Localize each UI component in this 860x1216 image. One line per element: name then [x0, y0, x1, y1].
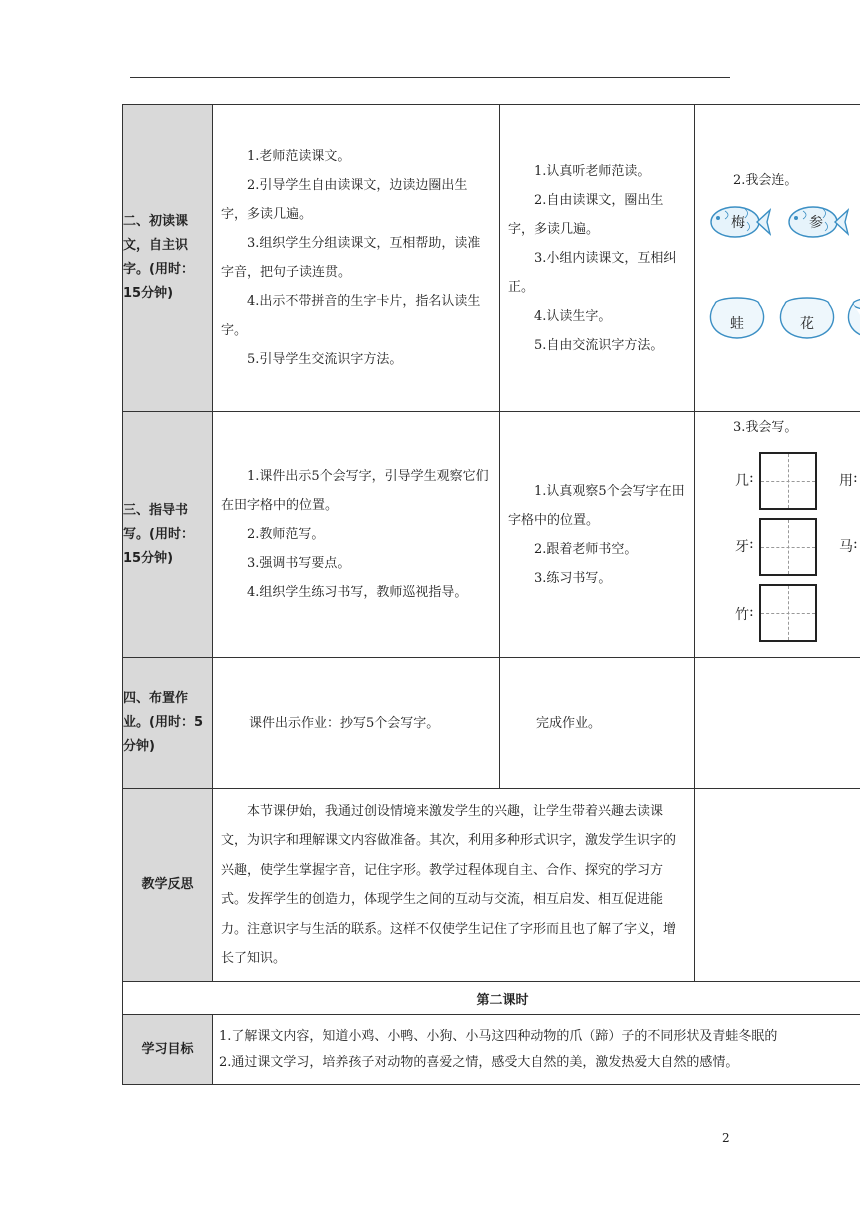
teacher-activity-item: 3.组织学生分组读课文，互相帮助，读准字音，把句子读连贯。 [221, 236, 481, 280]
write-char-label: 几 [735, 473, 749, 489]
teacher-activity-item: 2.教师范写。 [247, 527, 325, 542]
bowl-char: 花 [800, 316, 814, 332]
reflection-row [123, 789, 860, 982]
student-activity-item: 1.认真观察5个会写字在田字格中的位置。 [508, 483, 685, 528]
student-activities [500, 412, 695, 658]
student-activity-item: 3.小组内读课文，互相纠正。 [508, 250, 677, 295]
student-activity-item: 2.跟着老师书空。 [534, 541, 638, 557]
goals-label: 学习目标 [123, 1015, 213, 1085]
tianzige-grid[interactable] [759, 584, 817, 642]
fish-char: 参 [809, 215, 823, 231]
teacher-activity-list [213, 709, 499, 738]
exercise-title: 2.我会连。 [733, 173, 798, 188]
fish-card-icon[interactable] [707, 201, 771, 243]
teacher-activity-item: 5.引导学生交流识字方法。 [247, 352, 403, 367]
goals-row [123, 1015, 860, 1085]
teacher-activity-item: 4.出示不带拼音的生字卡片，指名认读生字。 [221, 294, 481, 338]
tianzige-grid[interactable] [759, 452, 817, 510]
tianzige-grid[interactable] [759, 518, 817, 576]
student-activity-item: 完成作业。 [536, 715, 602, 731]
student-activity-item: 4.认读生字。 [534, 308, 612, 324]
fish-char: 梅 [731, 215, 745, 231]
exercise-title: 3.我会写。 [733, 420, 798, 435]
goals-cell [213, 1015, 860, 1085]
fish-card-icon[interactable] [785, 201, 849, 243]
write-char-label: 用 [839, 473, 853, 489]
teacher-activity-item: 2.引导学生自由读课文，边读边圈出生字，多读几遍。 [221, 178, 468, 222]
teacher-activity-item: 课件出示作业：抄写5个会写字。 [249, 715, 440, 731]
teacher-activity-list [213, 462, 499, 607]
header-rule [130, 77, 730, 78]
bowl-char: 蛙 [730, 316, 744, 332]
exercise-cell [695, 105, 860, 412]
section-row-reading [123, 105, 860, 412]
section-row-writing [123, 412, 860, 658]
teacher-activities [213, 105, 500, 412]
teacher-activities [213, 658, 500, 789]
student-activities [500, 105, 695, 412]
reflection-text: 本节课伊始，我通过创设情境来激发学生的兴趣，让学生带着兴趣去读课文，为识字和理解课文内容做准备。其次，利用多种形式识字，激发学生识字的兴趣，使学生掌握字音，记住字形。教学过程体现自主、合作、探究的学习方式。发挥学生的创造力，体现学生之间的互动与交流，相互启发、相互促进能力。注意识字与生活的联系。这样不仅使学生记住了字形而且也了解了字义，增长了知识。 [221, 803, 677, 966]
fishbowl-partial-icon [845, 295, 860, 341]
reflection-label: 教学反思 [123, 789, 213, 982]
section-label: 四、布置作业。(用时：5分钟) [123, 658, 213, 789]
exercise-cell: 3.我会写。 几 : 牙 : 竹 : 用 : 马 : [695, 412, 860, 658]
reflection-empty-cell [695, 789, 860, 982]
teacher-activity-item: 3.强调书写要点。 [247, 556, 351, 571]
write-char-label: 牙 [735, 539, 749, 555]
second-period-title: 第二课时 [123, 982, 860, 1015]
student-activities [500, 658, 695, 789]
fishbowl-card-icon[interactable] [777, 295, 837, 341]
student-activity-list [500, 477, 694, 593]
teacher-activity-item: 1.课件出示5个会写字，引导学生观察它们在田字格中的位置。 [221, 469, 489, 513]
page-number: 2 [722, 1131, 730, 1145]
exercise-cell [695, 658, 860, 789]
teacher-activities [213, 412, 500, 658]
teacher-activity-item: 4.组织学生练习书写，教师巡视指导。 [247, 585, 468, 600]
student-activity-item: 1.认真听老师范读。 [534, 163, 651, 179]
student-activity-list [500, 709, 694, 738]
teacher-activity-item: 1.老师范读课文。 [247, 149, 351, 164]
section-label: 二、初读课文，自主识字。(用时：15分钟) [123, 105, 213, 412]
second-period-row [123, 982, 860, 1015]
write-char-label: 竹 [735, 607, 749, 623]
student-activity-item: 3.练习书写。 [534, 570, 612, 586]
student-activity-item: 5.自由交流识字方法。 [534, 337, 664, 353]
write-char-label: 马 [839, 539, 853, 555]
student-activity-item: 2.自由读课文，圈出生字，多读几遍。 [508, 192, 664, 237]
section-label: 三、指导书写。(用时：15分钟) [123, 412, 213, 658]
reflection-text-cell [213, 789, 695, 982]
goal-item: 2.通过课文学习，培养孩子对动物的喜爱之情，感受大自然的美，激发热爱大自然的感情。 [219, 1054, 739, 1070]
goal-item: 1.了解课文内容，知道小鸡、小鸭、小狗、小马这四种动物的爪（蹄）子的不同形状及青蛙冬眠的 [219, 1028, 778, 1044]
teacher-activity-list [213, 142, 499, 374]
fishbowl-card-icon[interactable] [707, 295, 767, 341]
section-row-homework [123, 658, 860, 789]
lesson-plan-table [122, 104, 860, 1085]
student-activity-list [500, 157, 694, 360]
